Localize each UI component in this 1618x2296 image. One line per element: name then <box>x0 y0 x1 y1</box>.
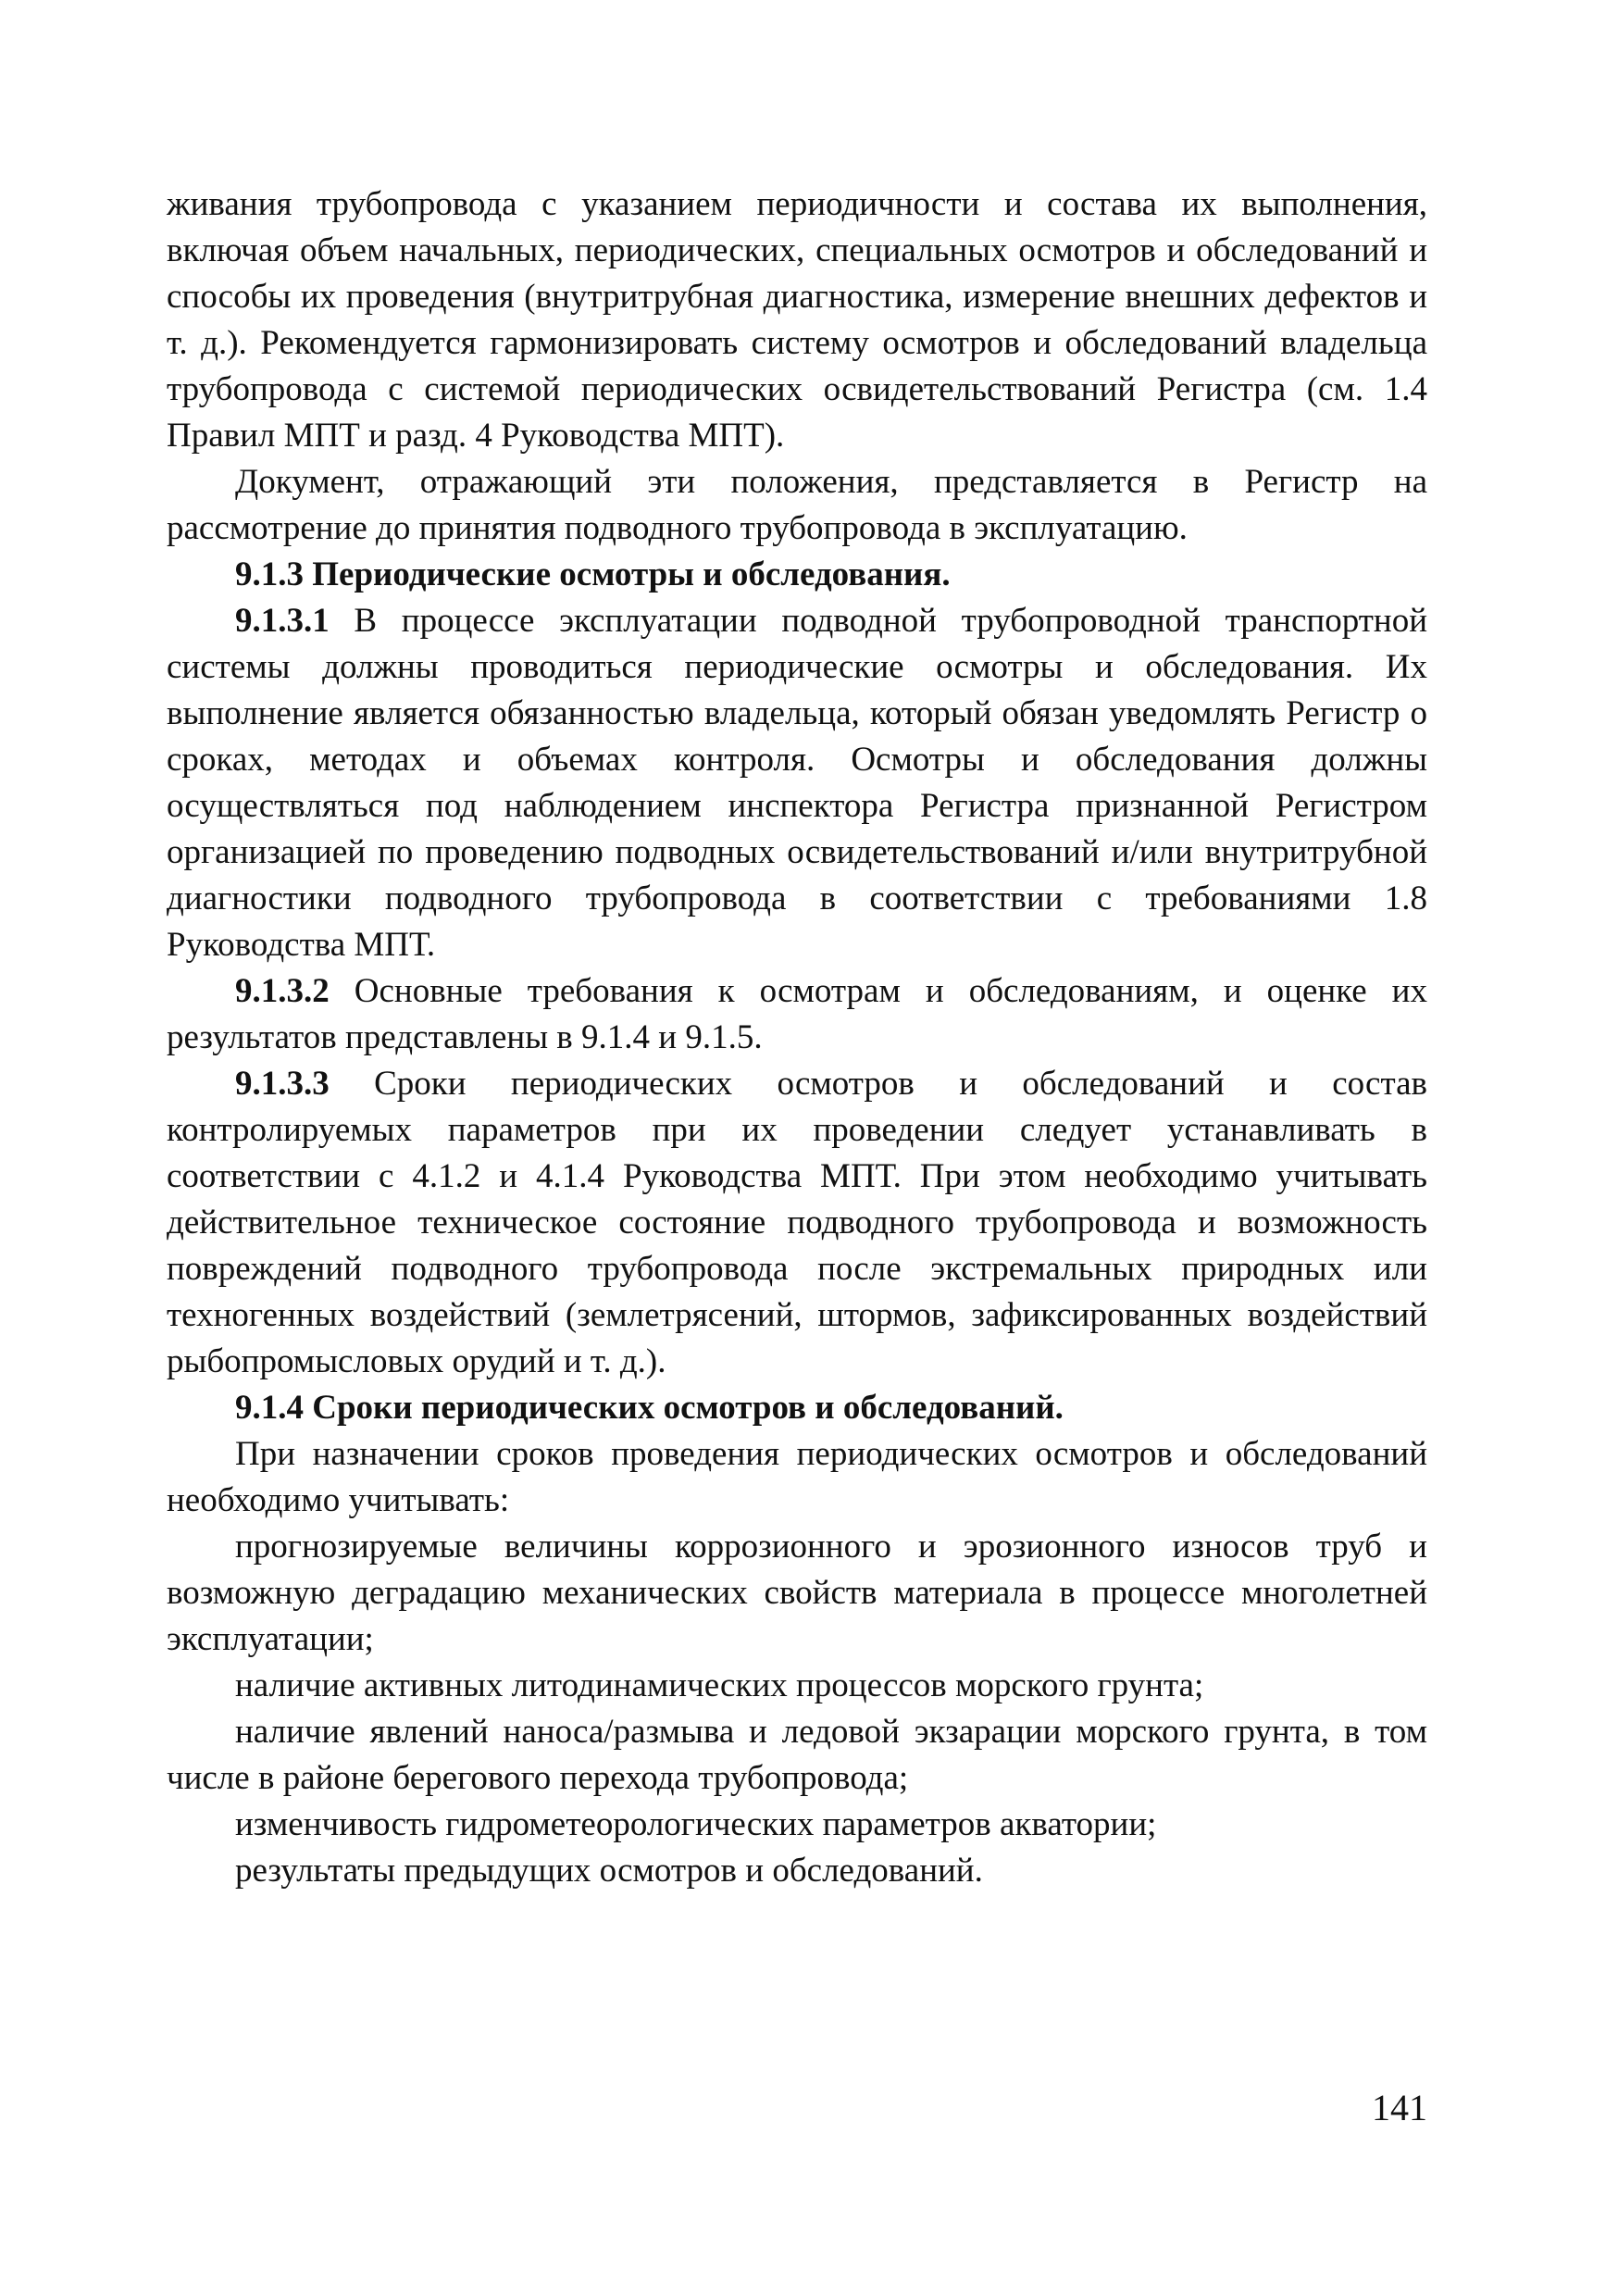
list-item <box>167 1848 1427 1894</box>
list-item-text: наличие явлений наноса/размыва и ледовой экзарации морского грунта, в том числе в районе берегового перехода трубопровода; <box>167 1713 1427 1797</box>
section-heading-9-1-4 <box>167 1385 1427 1431</box>
clause-9-1-3-3 <box>167 1061 1427 1385</box>
list-item <box>167 1802 1427 1848</box>
heading-text: 9.1.4 Сроки периодических осмотров и обследований. <box>235 1389 1064 1427</box>
clause-9-1-3-2 <box>167 968 1427 1061</box>
list-item-text: результаты предыдущих осмотров и обследований. <box>235 1852 983 1890</box>
heading-text: 9.1.3 Периодические осмотры и обследования. <box>235 555 951 593</box>
list-item <box>167 1524 1427 1663</box>
page-number: 141 <box>1372 2087 1427 2128</box>
clause-9-1-3-1 <box>167 598 1427 968</box>
list-item-text: прогнозируемые величины коррозионного и эрозионного износов труб и возможную деградацию механических свойств материала в процессе многолетней эксплуатации; <box>167 1528 1427 1658</box>
clause-text: Основные требования к осмотрам и обследованиям, и оценке их результатов представлены в 9.1.4 и 9.1.5. <box>167 972 1427 1056</box>
paragraph-continuation <box>167 181 1427 459</box>
paragraph-text: При назначении сроков проведения периодических осмотров и обследований необходимо учитывать: <box>167 1435 1427 1519</box>
list-item-text: наличие активных литодинамических процессов морского грунта; <box>235 1666 1204 1704</box>
section-heading-9-1-3 <box>167 552 1427 598</box>
clause-number: 9.1.3.1 <box>235 602 330 640</box>
paragraph-text: Документ, отражающий эти положения, представляется в Регистр на рассмотрение до принятия подводного трубопровода в эксплуатацию. <box>167 463 1427 547</box>
paragraph-document-submission <box>167 459 1427 552</box>
list-item <box>167 1709 1427 1802</box>
clause-text: В процессе эксплуатации подводной трубопроводной транспортной системы должны проводиться периодические осмотры и обследования. Их выполнение является обязанностью владельца, который обязан уведомлять Регистр о сроках, методах и объемах контроля. Осмотры и обследования должны осуществляться под наблюдением инспектора Регистра признанной Регистром организацией по проведению подводных освидетельствований и/или внутритрубной диагностики подводного трубопровода в соответствии с требованиями 1.8 Руководства МПТ. <box>167 602 1427 964</box>
clause-text: Сроки периодических осмотров и обследований и состав контролируемых параметров при их проведении следует устанавливать в соответствии с 4.1.2 и 4.1.4 Руководства МПТ. При этом необходимо учитывать действительное техническое состояние подводного трубопровода и возможность повреждений подводного трубопровода после экстремальных природных или техногенных воздействий (землетрясений, штормов, зафиксированных воздействий рыбопромысловых орудий и т. д.). <box>167 1065 1427 1380</box>
paragraph-text: живания трубопровода с указанием периодичности и состава их выполнения, включая объем начальных, периодических, специальных осмотров и обследований и способы их проведения (внутритрубная диагностика, измерение внешних дефектов и т. д.). Рекомендуется гармонизировать систему осмотров и обследований владельца трубопровода с системой периодических освидетельствований Регистра (см. 1.4 Правил МПТ и разд. 4 Руководства МПТ). <box>167 185 1427 455</box>
list-item-text: изменчивость гидрометеорологических параметров акватории; <box>235 1805 1157 1843</box>
list-item <box>167 1663 1427 1709</box>
paragraph-intro-list <box>167 1431 1427 1524</box>
page-body <box>167 181 1427 1894</box>
clause-number: 9.1.3.3 <box>235 1065 330 1103</box>
clause-number: 9.1.3.2 <box>235 972 330 1010</box>
